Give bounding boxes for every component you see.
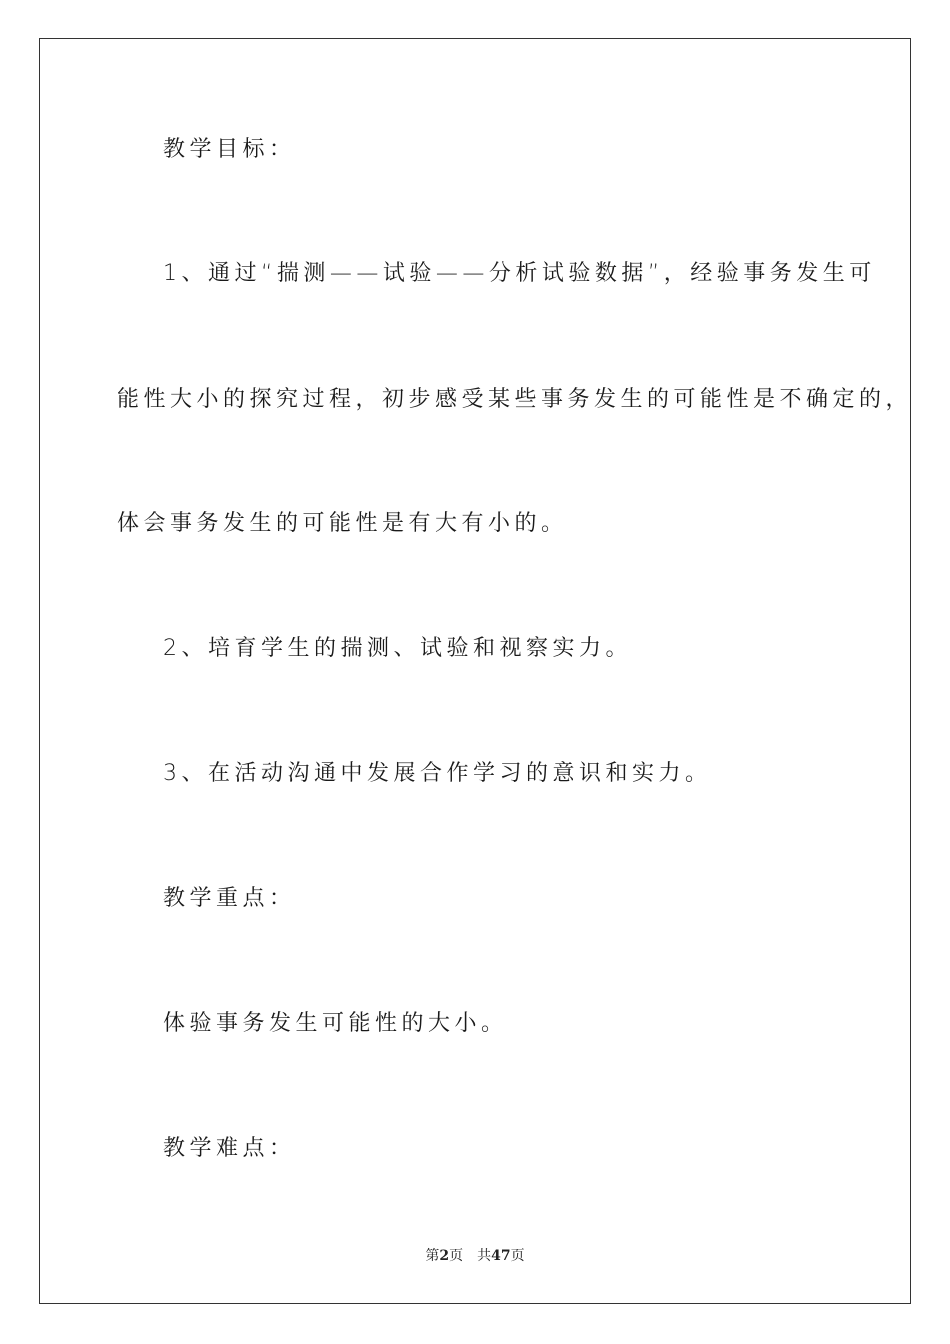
footer-page-number: 2 <box>439 1248 450 1264</box>
objective-2: 2、培育学生的揣测、试验和视察实力。 <box>163 636 632 661</box>
page-footer <box>0 1246 950 1266</box>
heading-teaching-objectives: 教学目标： <box>163 137 296 162</box>
heading-teaching-difficulty: 教学难点： <box>163 1136 296 1161</box>
objective-1-line-2: 能性大小的探究过程，初步感受某些事务发生的可能性是不确定的， <box>117 387 913 412</box>
objective-1-line-1: 1、通过“揣测——试验——分析试验数据”，经验事务发生可 <box>163 261 876 286</box>
footer-total-suffix: 页 <box>510 1248 525 1264</box>
objective-3: 3、在活动沟通中发展合作学习的意识和实力。 <box>163 761 712 786</box>
footer-page-prefix: 第 <box>425 1248 440 1264</box>
footer-total-pages: 47 <box>491 1248 511 1264</box>
footer-page-suffix: 页 <box>449 1248 464 1264</box>
teaching-focus-text: 体验事务发生可能性的大小。 <box>163 1011 508 1036</box>
page-frame <box>39 38 911 1304</box>
footer-total-prefix: 共 <box>477 1248 492 1264</box>
heading-teaching-focus: 教学重点： <box>163 886 296 911</box>
objective-1-line-3: 体会事务发生的可能性是有大有小的。 <box>117 511 568 536</box>
